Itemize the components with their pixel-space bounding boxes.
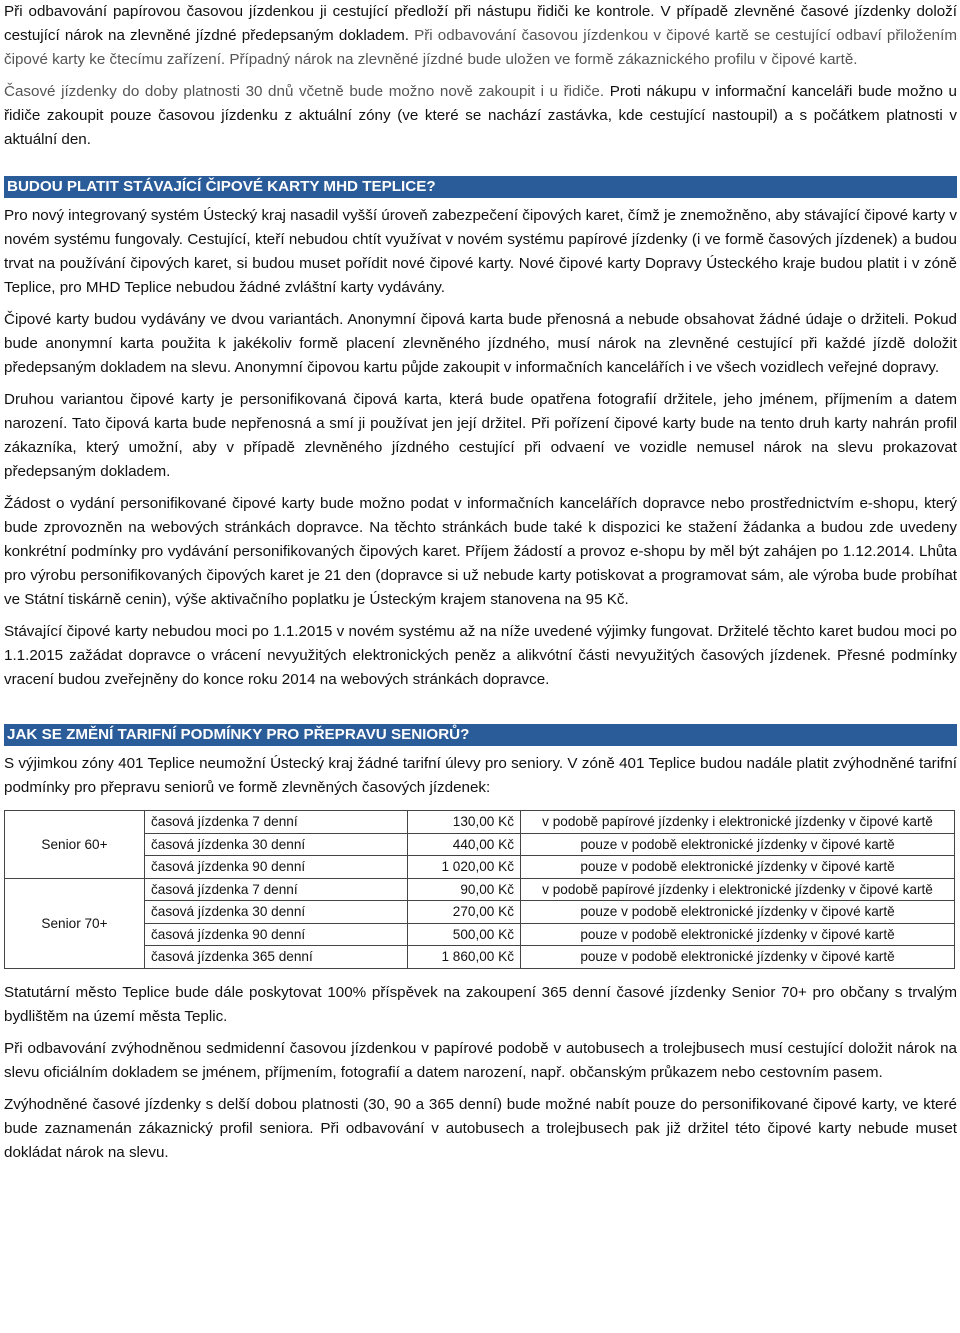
fare-price: 1 020,00 Kč	[408, 856, 521, 879]
table-row	[5, 811, 955, 834]
fare-price: 130,00 Kč	[408, 811, 521, 834]
section-heading-chip-cards: BUDOU PLATIT STÁVAJÍCÍ ČIPOVÉ KARTY MHD TEPLICE?	[4, 176, 957, 198]
table-row	[5, 833, 955, 856]
paragraph-application: Žádost o vydání personifikované čipové karty bude možno podat v informačních kancelářích dopravce nebo prostřednictvím e-shopu, který bude zprovozněn na webových stránkách dopravce. Na těchto stránkách bude také k dispozici ke stažení žádanka a budou zde uvedeny konkrétní podmínky pro vydávání personifikovaných čipových karet. Příjem žádostí a provoz e-shopu by měl být zahájen po 1.12.2014. Lhůta pro výrobu personifikovaných čipových karet je 21 den (dopravce si už nebude karty potiskovat a programovat sám, ale výroba bude probíhat ve Státní tiskárně cenin), výše aktivačního poplatku je Ústeckým krajem stanovena na 95 Kč.	[4, 495, 957, 608]
paragraph-driver-sales-part2: Proti nákupu v informační kanceláři bude možno u řidiče zakoupit pouze časovou jízdenku z aktuální zóny (ve které se nachází zastávka, kde cestující nastoupil) a s počátkem platnosti v aktuální den.	[4, 83, 957, 148]
fare-note: pouze v podobě elektronické jízdenky v čipové kartě	[521, 856, 955, 879]
section-heading-seniors: JAK SE ZMĚNÍ TARIFNÍ PODMÍNKY PRO PŘEPRAVU SENIORŮ?	[4, 724, 957, 746]
fare-name: časová jízdenka 30 denní	[145, 833, 408, 856]
fare-name: časová jízdenka 90 denní	[145, 856, 408, 879]
paragraph-long-validity: Zvýhodněné časové jízdenky s delší dobou platnosti (30, 90 a 365 denní) bude možné nabít pouze do personifikované čipové karty, ve které bude zaznamenán zákaznický profil seniora. Při odbavování v autobusech a trolejbusech pak již držitel této čipové karty nebude muset dokládat nárok na slevu.	[4, 1095, 957, 1161]
paragraph-personal-card: Druhou variantou čipové karty je personifikovaná čipová karta, která bude opatřena fotografií držitele, jeho jménem, příjmením a datem narození. Tato čipová karta bude nepřenosná a smí ji používat jen její držitel. Při pořízení čipové karty bude na tento druh karty nahrán profil zákazníka, který umožní, aby v případě zlevněného jízdného cestující při odvaení ve vozidle nemusel nárok na slevu prokazovat předepsaným dokladem.	[4, 391, 957, 480]
fare-price: 440,00 Kč	[408, 833, 521, 856]
fare-note: v podobě papírové jízdenky i elektronické jízdenky v čipové kartě	[521, 811, 955, 834]
table-row	[5, 946, 955, 969]
paragraph-city-contribution: Statutární město Teplice bude dále poskytovat 100% příspěvek na zakoupení 365 denní časové jízdenky Senior 70+ pro občany s trvalým bydlištěm na území města Teplic.	[4, 983, 957, 1025]
paragraph-ticket-check-part2: Při odbavování časovou jízdenkou v čipové kartě se cestující odbaví přiložením čipové karty ke čtecímu zařízení. Případný nárok na zlevněné jízdné bude uložen ve formě zákaznického profilu v čipové kartě.	[4, 27, 957, 68]
fare-price: 500,00 Kč	[408, 923, 521, 946]
table-row	[5, 923, 955, 946]
fare-note: v podobě papírové jízdenky i elektronické jízdenky v čipové kartě	[521, 878, 955, 901]
table-row	[5, 901, 955, 924]
paragraph-new-system: Pro nový integrovaný systém Ústecký kraj nasadil vyšší úroveň zabezpečení čipových karet, čímž je znemožněno, aby stávající čipové karty v novém systému fungovaly. Cestující, kteří nebudou chtít využívat v novém systému papírové jízdenky (i ve formě časových jízdenek) a budou trvat na používání čipových karet, si budou muset pořídit nové čipové karty. Nové čipové karty Dopravy Ústeckého kraje budou platit i v zóně Teplice, pro MHD Teplice nebudou žádné zvláštní karty vydávány.	[4, 207, 958, 296]
fare-price: 1 860,00 Kč	[408, 946, 521, 969]
fare-note: pouze v podobě elektronické jízdenky v čipové kartě	[521, 923, 955, 946]
fare-price: 270,00 Kč	[408, 901, 521, 924]
fare-note: pouze v podobě elektronické jízdenky v čipové kartě	[521, 901, 955, 924]
fare-note: pouze v podobě elektronické jízdenky v čipové kartě	[521, 833, 955, 856]
fare-price: 90,00 Kč	[408, 878, 521, 901]
paragraph-seven-day-check: Při odbavování zvýhodněnou sedmidenní časovou jízdenkou v papírové podobě v autobusech a trolejbusech musí cestující doložit nárok na slevu oficiálním dokladem se jménem, příjmením, fotografií a datem narození, např. občanským průkazem nebo cestovním pasem.	[4, 1039, 957, 1081]
paragraph-existing-cards: Stávající čipové karty nebudou moci po 1.1.2015 v novém systému až na níže uvedené výjimky fungovat. Držitelé těchto karet budou moci po 1.1.2015 zažádat dopravce o vrácení nevyužitých elektronických peněz a alikvótní části nevyužitých časových jízdenek. Přesné podmínky vracení budou zveřejněny do konce roku 2014 na webových stránkách dopravce.	[4, 623, 957, 688]
senior-fare-table	[4, 810, 955, 969]
fare-name: časová jízdenka 365 denní	[145, 946, 408, 969]
fare-name: časová jízdenka 7 denní	[145, 878, 408, 901]
paragraph-senior-intro: S výjimkou zóny 401 Teplice neumožní Ústecký kraj žádné tarifní úlevy pro seniory. V zóně 401 Teplice budou nadále platit zvýhodněné tarifní podmínky pro přepravu seniorů ve formě zlevněných časových jízdenek:	[4, 755, 957, 796]
fare-name: časová jízdenka 90 denní	[145, 923, 408, 946]
paragraph-ticket-check	[4, 0, 957, 72]
table-row	[5, 856, 955, 879]
paragraph-ticket-check-part1: Při odbavování papírovou časovou jízdenkou ji cestující předloží při nástupu řidiči ke kontrole. V případě zlevněné časové jízdenky doloží cestující nárok na zlevněné jízdné předepsaným dokladem.	[4, 3, 957, 44]
fare-name: časová jízdenka 30 denní	[145, 901, 408, 924]
fare-group-label: Senior 70+	[5, 878, 145, 968]
paragraph-card-variants: Čipové karty budou vydávány ve dvou variantách. Anonymní čipová karta bude přenosná a nebude obsahovat žádné údaje o držiteli. Pokud bude anonymní karta použita k jakékoliv formě placení zlevněného jízdného, musí nárok na zlevněné cestující při každé jízdě doložit předepsaným dokladem na slevu. Anonymní čipovou kartu půjde zakoupit v informačních kancelářích i ve všech vozidlech veřejné dopravy.	[4, 311, 957, 376]
fare-name: časová jízdenka 7 denní	[145, 811, 408, 834]
fare-note: pouze v podobě elektronické jízdenky v čipové kartě	[521, 946, 955, 969]
paragraph-driver-sales-part1: Časové jízdenky do doby platnosti 30 dnů včetně bude možno nově zakoupit i u řidiče.	[4, 83, 610, 100]
senior-fare-table-body	[5, 811, 955, 969]
table-row	[5, 878, 955, 901]
fare-group-label: Senior 60+	[5, 811, 145, 879]
paragraph-driver-sales	[4, 80, 957, 152]
